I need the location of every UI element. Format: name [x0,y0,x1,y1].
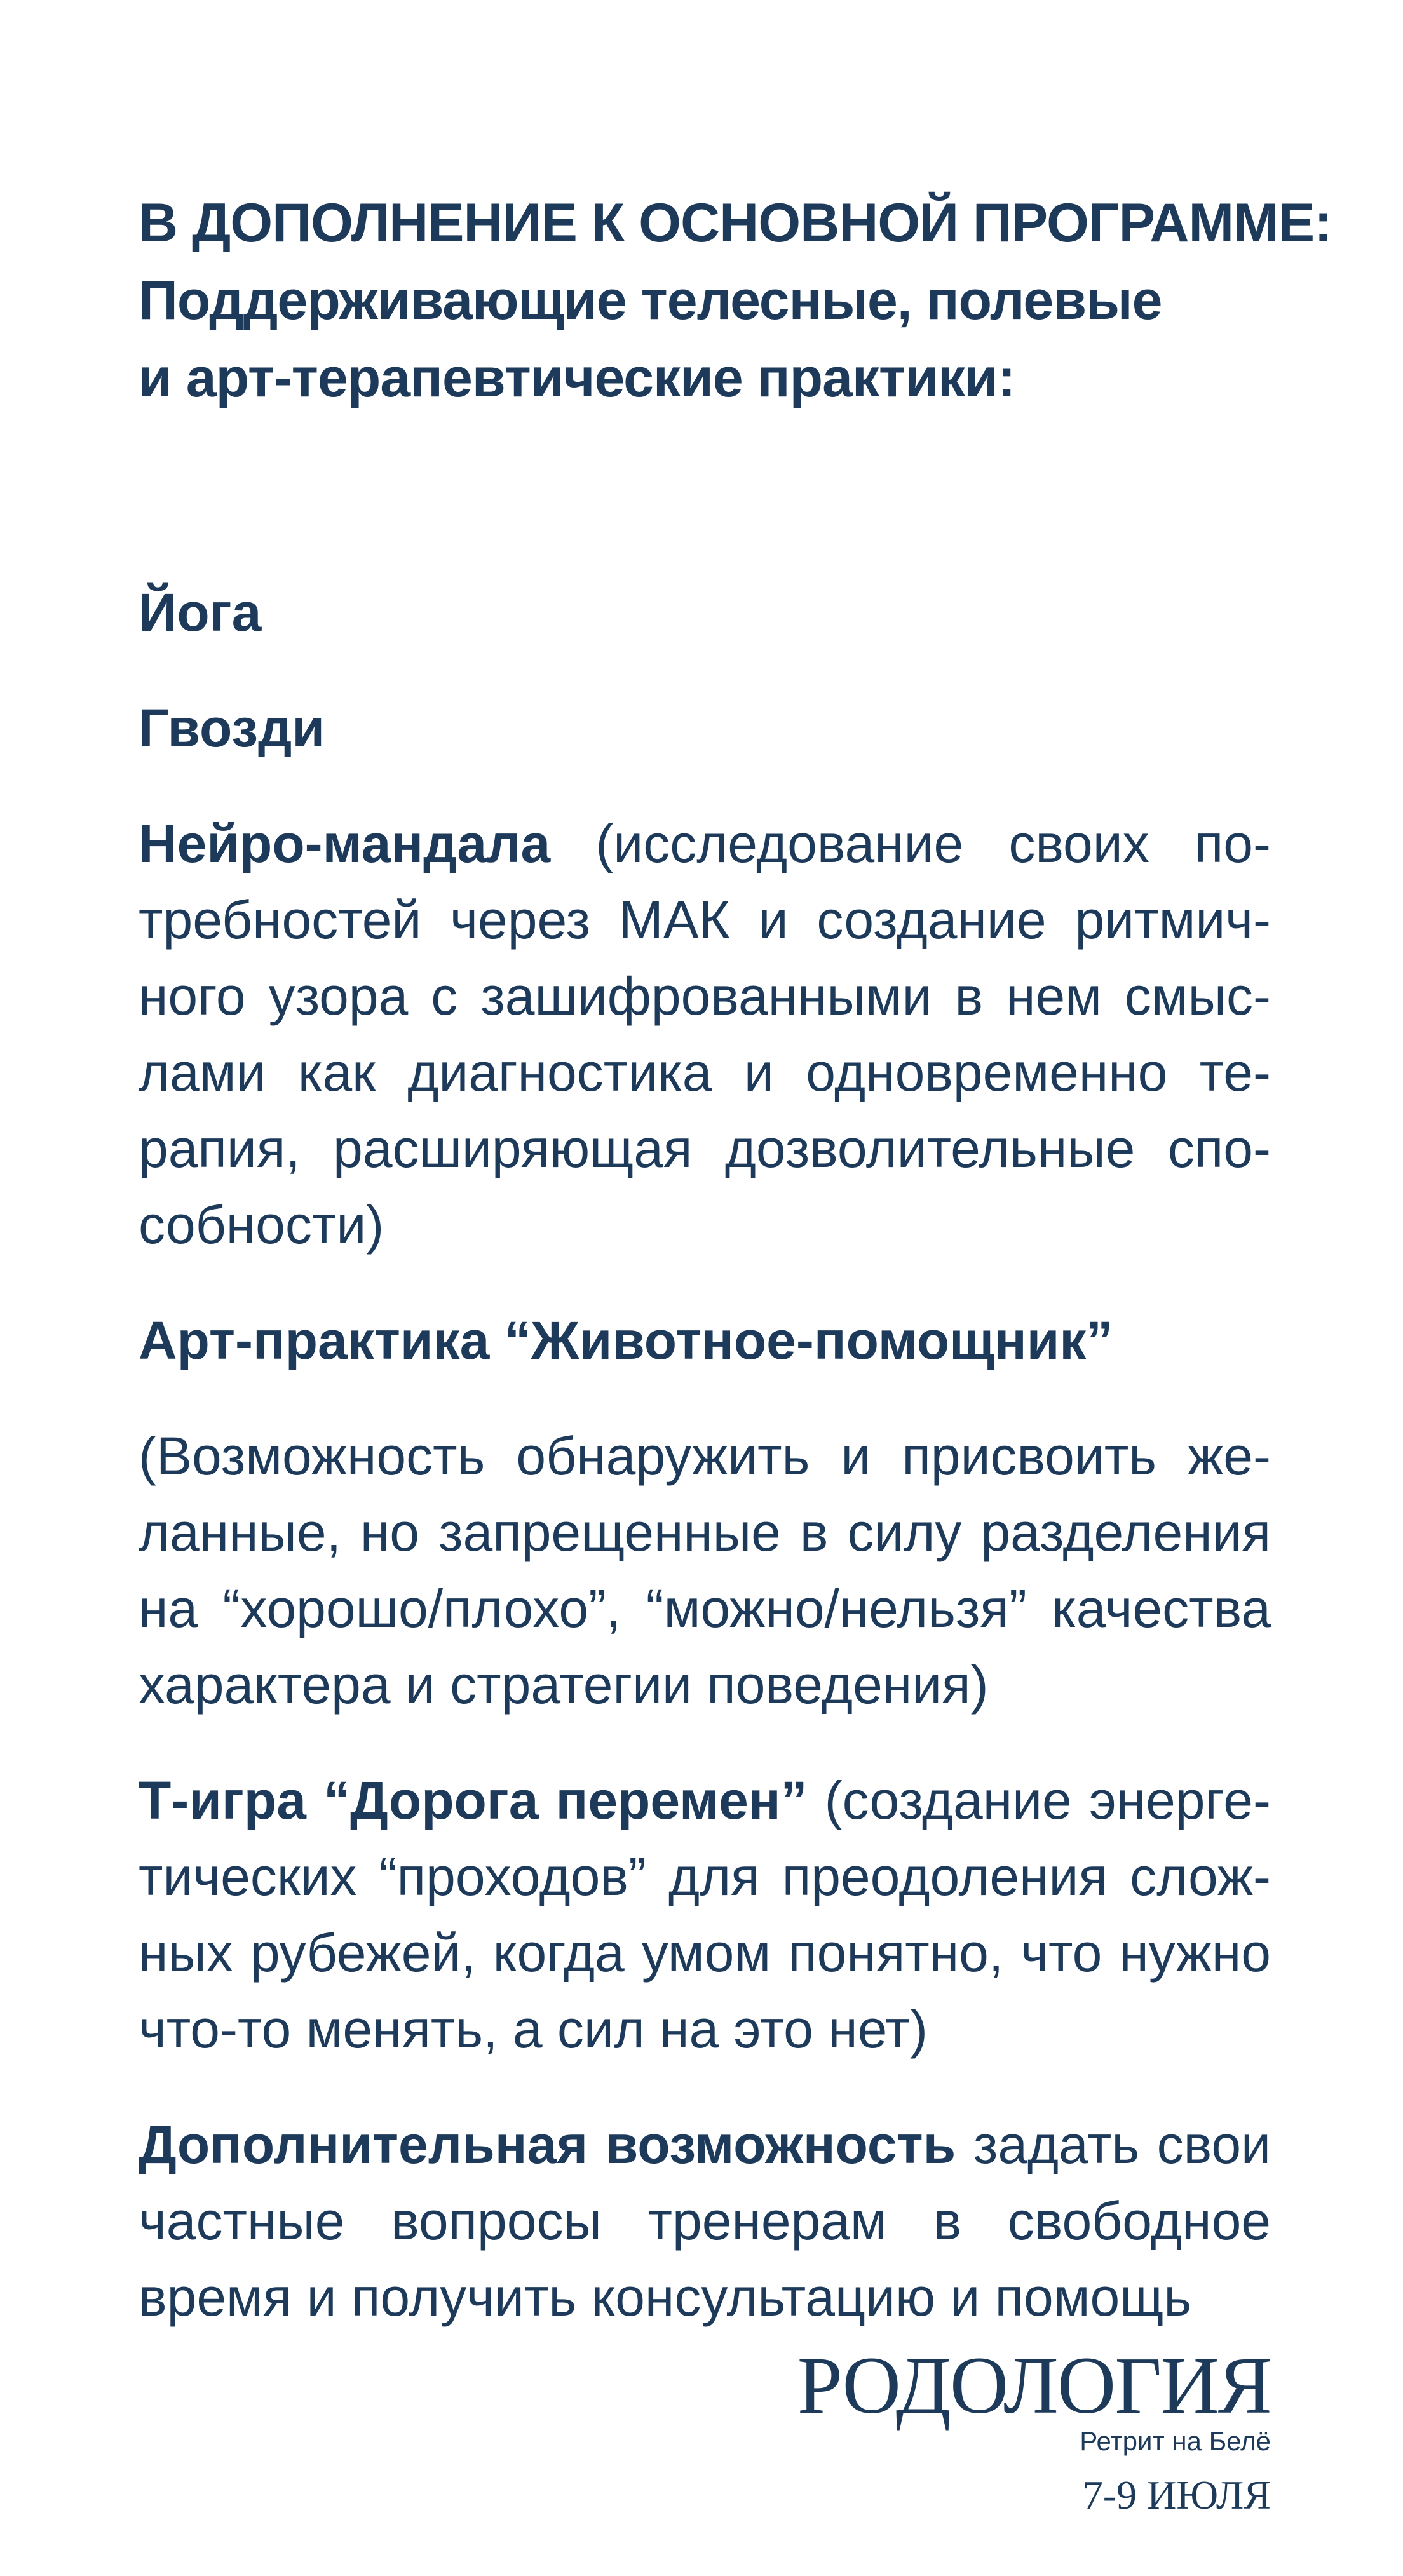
title-line-3: и арт-терапевтические практики: [139,347,1015,408]
brand-subtitle: Ретрит на Белё [1080,2426,1271,2456]
practice-name: Нейро-мандала [139,814,551,873]
practice-t-game [139,1762,1271,2067]
practice-description: задать свои частные вопросы тренерам в свободное время и получить консультацию и помощь [139,2115,1271,2327]
practice-nails [139,690,1271,766]
practice-name: Дополнительная возможность [139,2115,956,2175]
brand-logo: РОДОЛОГИЯ [797,2340,1271,2431]
practice-neuro-mandala [139,806,1271,1263]
title-line-2: Поддерживающие телесные, полевые [139,270,1162,331]
practice-extra-opportunity [139,2107,1271,2335]
practice-description: (Возможность обнаружить и присвоить желанные, но запрещенные в силу разделения на “хорошо/плохо”, “можно/нельзя” качества характера и стратегии поведения) [139,1426,1271,1715]
practice-name: Гвозди [139,698,325,758]
practice-list [139,574,1271,2335]
practice-art-animal-helper [139,1302,1271,1379]
practice-name: Т-игра “Дорога перемен” [139,1770,808,1830]
title-line-1: В ДОПОЛНЕНИЕ К ОСНОВНОЙ ПРОГРАММЕ: [139,192,1332,253]
practice-yoga [139,574,1271,651]
content [139,184,1332,2375]
practice-art-animal-helper-description [139,1418,1271,1723]
practice-name: Йога [139,583,262,642]
page-title [139,184,1332,417]
practice-description: (создание энергетических “проходов” для преодоления сложных рубежей, когда умом понятно, что нужно что-то менять, а сил на это нет) [139,1770,1271,2059]
brand-block [797,2340,1271,2527]
practice-name: Арт-практика “Животное-помощник” [139,1311,1113,1370]
practice-description: (исследование своих потребностей через МАК и создание ритмичного узора с зашифрованными в нем смыслами как диагностика и одновременно терапия, расширяющая дозволительные способности) [139,814,1271,1255]
event-dates: 7-9 ИЮЛЯ [1082,2472,1271,2518]
